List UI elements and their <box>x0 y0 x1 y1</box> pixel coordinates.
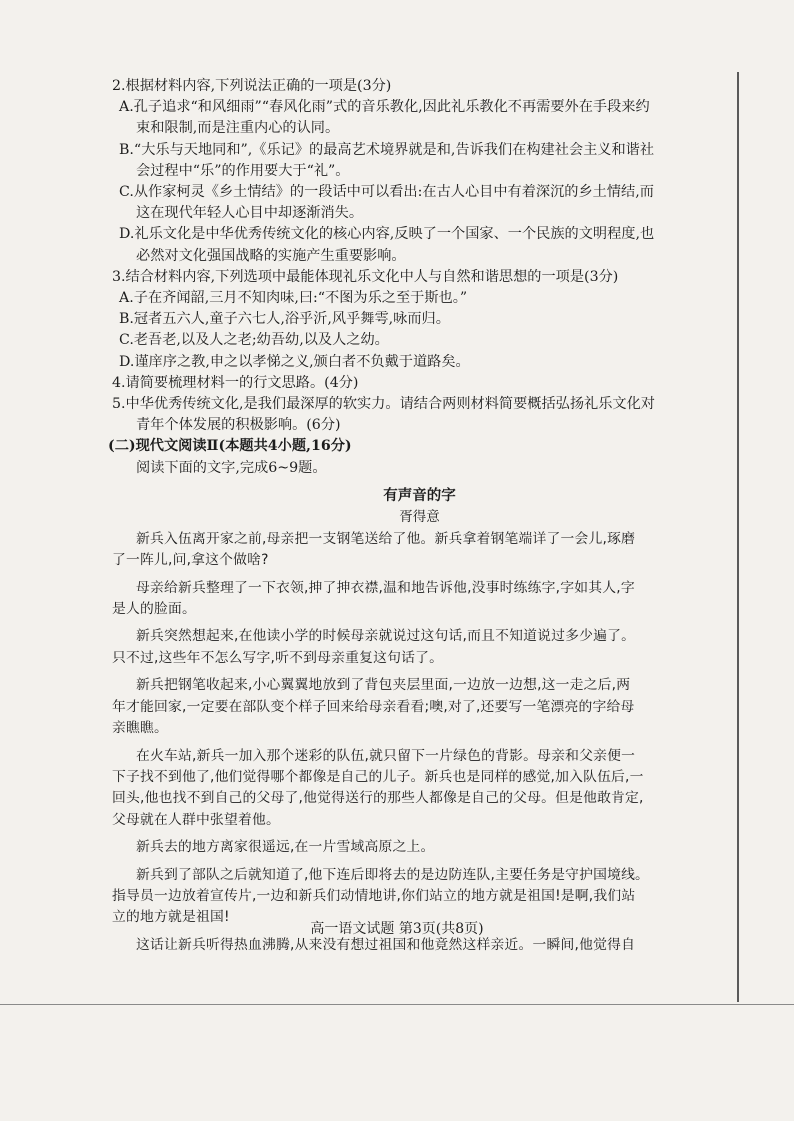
paragraph-line: 新兵突然想起来,在他读小学的时候母亲就说过这句话,而且不知道说过多少遍了。 <box>136 628 636 645</box>
paragraph-line: 下子找不到他了,他们觉得哪个都像是自己的儿子。新兵也是同样的感觉,加入队伍后,一 <box>112 768 644 785</box>
page-content <box>108 76 727 956</box>
paragraph-line: 亲瞧瞧。 <box>112 720 168 737</box>
paragraph-line: 母亲给新兵整理了一下衣领,抻了抻衣襟,温和地告诉他,没事时练练字,字如其人,字 <box>136 579 635 596</box>
question-5 <box>112 394 727 436</box>
question-3-option-d: D.谨庠序之教,申之以孝悌之义,颁白者不负戴于道路矣。 <box>119 353 470 370</box>
question-3-option-a: A.子在齐闻韶,三月不知肉味,曰:“不图为乐之至于斯也。” <box>119 290 468 307</box>
paragraph-line: 在火车站,新兵一加入那个迷彩的队伍,就只留下一片绿色的背影。母亲和父亲便一 <box>136 747 636 764</box>
question-2-option-a: A.孔子追求“和风细雨”“春风化雨”式的音乐教化,因此礼乐教化不再需要外在手段来约 <box>119 99 650 116</box>
question-2-option-d: D.礼乐文化是中华优秀传统文化的核心内容,反映了一个国家、一个民族的文明程度,也 <box>119 226 655 243</box>
question-2-option-c: C.从作家柯灵《乡土情结》的一段话中可以看出:在古人心目中有着深沉的乡土情结,而 <box>119 184 654 201</box>
paragraph-line: 新兵把钢笔收起来,小心翼翼地放到了背包夹层里面,一边放一边想,这一走之后,两 <box>136 677 631 694</box>
paragraph-line: 只不过,这些年不怎么写字,听不到母亲重复这句话了。 <box>112 649 444 666</box>
paragraph <box>112 529 727 572</box>
question-3 <box>112 267 727 373</box>
question-2-option-b: B.“大乐与天地同和”,《乐记》的最高艺术境界就是和,告诉我们在构建社会主义和谐社 <box>119 141 655 158</box>
paragraph-line: 指导员一边放着宣传片,一边和新兵们动情地讲,你们站立的地方就是祖国!是啊,我们站 <box>112 887 636 904</box>
question-2-stem: 2.根据材料内容,下列说法正确的一项是(3分) <box>112 78 392 94</box>
question-2-option-a-cont: 束和限制,而是注重内心的认同。 <box>136 120 340 137</box>
paragraph-line: 回头,他也找不到自己的父母了,他觉得送行的那些人都像是自己的父母。但是他敢肯定, <box>112 790 644 807</box>
question-5-line-2: 青年个体发展的积极影响。(6分) <box>136 417 341 434</box>
question-3-option-b: B.冠者五六人,童子六七人,浴乎沂,风乎舞雩,咏而归。 <box>119 311 450 328</box>
question-2-option-c-cont: 这在现代年轻人心目中却逐渐消失。 <box>136 205 364 222</box>
page-footer: 高一语文试题 第3页(共8页) <box>310 921 484 937</box>
bottom-rule <box>0 1004 794 1005</box>
paragraph-line: 新兵去的地方离家很遥远,在一片雪域高原之上。 <box>136 839 435 856</box>
paragraph-line: 了一阵儿,问,拿这个做啥? <box>112 552 269 569</box>
paragraph <box>112 746 727 832</box>
paragraph-line: 父母就在人群中张望着他。 <box>112 811 280 828</box>
question-3-option-c: C.老吾老,以及人之老;幼吾幼,以及人之幼。 <box>119 332 389 349</box>
article-title: 有声音的字 <box>383 486 456 504</box>
question-4: 4.请简要梳理材料一的行文思路。(4分) <box>112 374 359 391</box>
paragraph <box>112 837 727 858</box>
paragraph <box>112 578 727 621</box>
question-2-option-b-cont: 会过程中“乐”的作用要大于“礼”。 <box>136 162 350 179</box>
section-title: (二)现代文阅读Ⅱ(本题共4小题,16分) <box>108 438 352 455</box>
paragraph-line: 新兵入伍离开家之前,母亲把一支钢笔送给了他。新兵拿着钢笔端详了一会儿,琢磨 <box>136 530 636 547</box>
binding-line <box>737 72 739 1002</box>
paragraph-line: 年才能回家,一定要在部队变个样子回来给母亲看看;噢,对了,还要写一笔漂亮的字给母 <box>112 698 635 715</box>
paragraph <box>112 626 727 669</box>
paragraph-line: 这话让新兵听得热血沸腾,从来没有想过祖国和他竟然这样亲近。一瞬间,他觉得自 <box>136 936 636 953</box>
question-3-stem: 3.结合材料内容,下列选项中最能体现礼乐文化中人与自然和谐思想的一项是(3分) <box>112 268 619 285</box>
section-instruction: 阅读下面的文字,完成6~9题。 <box>136 459 327 476</box>
paragraph-line: 是人的脸面。 <box>112 601 196 618</box>
question-2 <box>112 76 727 267</box>
article-author: 胥得意 <box>399 508 440 525</box>
question-2-option-d-cont: 必然对文化强国战略的实施产生重要影响。 <box>136 247 406 264</box>
paragraph <box>112 675 727 739</box>
paragraph-line: 立的地方就是祖国! <box>112 909 230 926</box>
article-body <box>112 529 727 956</box>
paragraph-line: 新兵到了部队之后就知道了,他下连后即将去的是边防连队,主要任务是守护国境线。 <box>136 866 650 883</box>
question-5-line-1: 5.中华优秀传统文化,是我们最深厚的软实力。请结合两则材料简要概括弘扬礼乐文化对 <box>112 396 655 413</box>
